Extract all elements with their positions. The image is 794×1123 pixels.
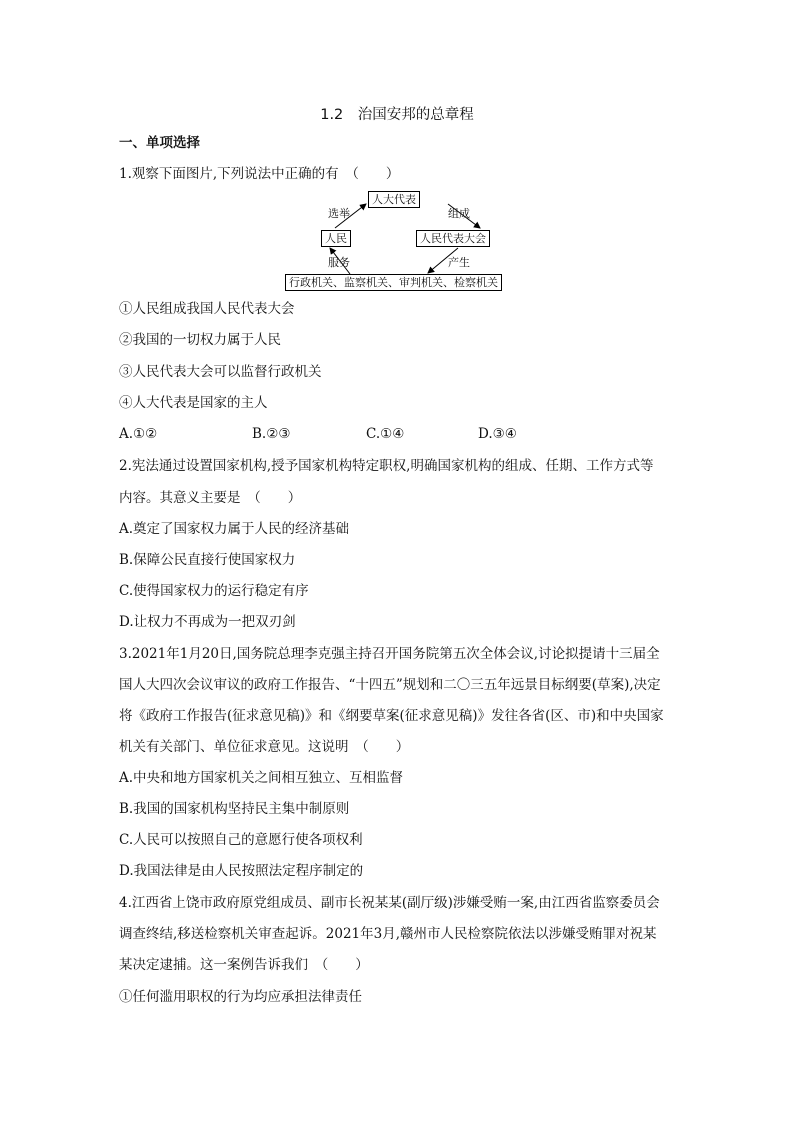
q3-stem-line1: 3.2021年1月20日,国务院总理李克强主持召开国务院第五次全体会议,讨论拟提请十三届全: [119, 646, 660, 662]
q3-choice-d: D.我国法律是由人民按照法定程序制定的: [119, 863, 364, 879]
q4-stem-line1: 4.江西省上饶市政府原党组成员、副市长祝某某(副厅级)涉嫌受贿一案,由江西省监察委员会: [119, 895, 660, 911]
q2-choice-b: B.保障公民直接行使国家权力: [119, 552, 296, 568]
q2-stem-line2: 内容。其意义主要是 （ ）: [119, 490, 302, 506]
q2-choice-d: D.让权力不再成为一把双刃剑: [119, 614, 296, 630]
label-produce: 产生: [448, 256, 470, 269]
q3-choice-b: B.我国的国家机构坚持民主集中制原则: [119, 801, 350, 817]
node-deputies: 人大代表: [368, 191, 420, 208]
q3-choice-a: A.中央和地方国家机关之间相互独立、互相监督: [119, 770, 404, 786]
label-form: 组成: [448, 207, 470, 220]
node-organs: 行政机关、监察机关、审判机关、检察机关: [285, 274, 502, 291]
q4-option-1: ①任何滥用职权的行为均应承担法律责任: [119, 989, 362, 1005]
q3-stem-line3: 将《政府工作报告(征求意见稿)》和《纲要草案(征求意见稿)》发往各省(区、市)和中央国家: [119, 708, 664, 724]
q2-choice-c: C.使得国家权力的运行稳定有序: [119, 583, 309, 599]
q4-stem-line2: 调查终结,移送检察机关审查起诉。2021年3月,赣州市人民检察院依法以涉嫌受贿罪对祝某: [119, 926, 657, 942]
q1-choice-d: D.③④: [478, 426, 517, 442]
q2-stem-line1: 2.宪法通过设置国家机构,授予国家机构特定职权,明确国家机构的组成、任期、工作方式等: [119, 458, 654, 474]
q1-choice-c: C.①④: [366, 426, 405, 442]
q1-option-2: ②我国的一切权力属于人民: [119, 332, 281, 348]
q1-diagram: [280, 188, 520, 296]
q4-stem-line3: 某决定逮捕。这一案例告诉我们 （ ）: [119, 957, 369, 973]
q2-choice-a: A.奠定了国家权力属于人民的经济基础: [119, 521, 350, 537]
q1-option-1: ①人民组成我国人民代表大会: [119, 301, 295, 317]
q3-choice-c: C.人民可以按照自己的意愿行使各项权利: [119, 832, 363, 848]
q1-option-3: ③人民代表大会可以监督行政机关: [119, 364, 322, 380]
q1-option-4: ④人大代表是国家的主人: [119, 395, 268, 411]
page-title: 1.2 治国安邦的总章程: [320, 107, 474, 123]
q3-stem-line2: 国人大四次会议审议的政府工作报告、“十四五”规划和二〇三五年远景目标纲要(草案),决定: [119, 677, 661, 693]
q1-choice-b: B.②③: [252, 426, 291, 442]
node-people: 人民: [321, 230, 351, 247]
label-serve: 服务: [328, 256, 350, 269]
q3-stem-line4: 机关有关部门、单位征求意见。这说明 （ ）: [119, 739, 410, 755]
label-elect: 选举: [328, 207, 350, 220]
node-congress: 人民代表大会: [416, 230, 490, 247]
q1-stem: 1.观察下面图片,下列说法中正确的有 （ ）: [119, 166, 400, 182]
section-heading: 一、单项选择: [119, 135, 200, 151]
q1-choice-a: A.①②: [119, 426, 158, 442]
